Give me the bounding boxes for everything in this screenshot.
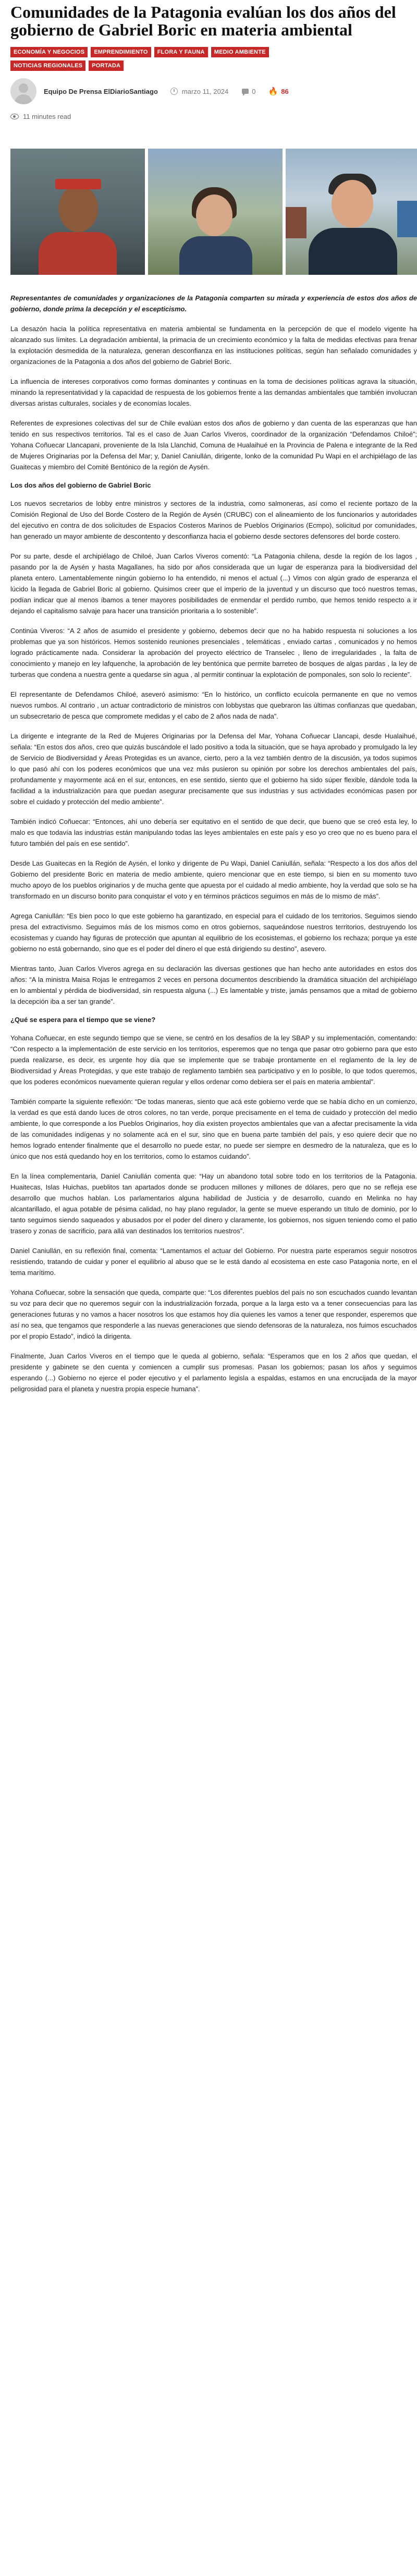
eye-icon bbox=[10, 114, 19, 119]
paragraph: El representante de Defendamos Chiloé, aseveró asimismo: “En lo histórico, un conflicto ecuícola permanente en que no vemos nuevos rumbos. Al contrario , un actuar contradictorio de ministros con lobbystas que quebraron las últimas confianzas que quedaban, un subsecretario de pesca que compromete medidas y el cabo de 2 años nada de nada”. bbox=[10, 690, 417, 720]
fire-icon: 🔥 bbox=[268, 87, 278, 96]
article-title: Comunidades de la Patagonia evalúan los dos años del gobierno de Gabriel Boric en materia ambiental bbox=[10, 3, 396, 39]
clock-icon bbox=[170, 88, 178, 95]
paragraph: También comparte la siguiente reflexión: “De todas maneras, siento que acá este gobierno verde que se había dicho en un comienzo, la verdad es que está dando luces de otros colores, no tan verde, porque precisamente en el tema de cuidado y protección del medio ambiente, lo que corresponde a los Pueblos Originarios, hoy día existen proyectos ambientales que van a afectar precisamente la vida de las comunidades indígenas y no solamente acá en el sur, sino que en buena parte también del país, y eso quiere decir que no hemos logrado entender finalmente que el desarrollo no puede estar, no puede ser siempre en desmedro de la naturaleza, que es lo único que nos está quedando hoy en los territorios, como lo estamos cuidando”. bbox=[10, 1098, 417, 1160]
paragraph: También indicó Coñuecar: “Entonces, ahí uno debería ser equitativo en el sentido de que decir, que bueno que se creó esta ley, lo malo es que todavía las industrias están manipulando todas las leyes ambientales en este país y eso yo creo que no es bueno para el futuro también del país en ese sentido”. bbox=[10, 818, 417, 847]
paragraph: Mientras tanto, Juan Carlos Viveros agrega en su declaración las diversas gestiones que han hecho ante autoridades en estos dos años: “A la ministra Maisa Rojas le entregamos 2 veces en persona documentos describiendo la dramática situación del archipiélago en lo ambiental y pérdida de biodiversidad, sin respuesta alguna (...) Es lamentable y triste, jamás pensamos que a mitad de gobierno la decepción iba a ser tan grande”. bbox=[10, 965, 417, 1005]
photo-juan-carlos-viveros bbox=[10, 149, 145, 275]
paragraph: La dirigente e integrante de la Red de Mujeres Originarias por la Defensa del Mar, Yohana Coñuecar Llancapi, desde Hualaihué, señala: “En estos dos años, creo que quizás buscándole el lado positivo a toda la situación, que se haya aprobado y promulgado la ley de Servicio de Biodiversidad y Áreas Protegidas es un avance, cierto, pero a la vez también dentro de la discusión, ya todos supimos lo que pasó ahí con los poderes económicos que una vez más pusieron su opinión por sobre los derechos ambientales del país, profundamente y mayormente acá en el sur, entonces, en ese sentido, siento que el gobierno ha sido súper flexible, dándole toda la facilidad a la industrialización para que puedan asegurar precisamente que sus industrias y sus actividades económicas pasen por sobre el cuidado y protección del medio ambiente”. bbox=[10, 732, 417, 806]
paragraph: Por su parte, desde el archipiélago de Chiloé, Juan Carlos Viveros comentó: “La Patagonia chilena, desde la región de los lagos , pasando por la de Aysén y hasta Magallanes, ha sido por años considerada que un lugar de esperanza para la biodiversidad del planeta entero. Lamentablemente ningún gobierno lo ha entendido, ni menos el actual (...) Vimos con algún grado de esperanza el lúcido la llegada de Gabriel Boric al gobierno. Quisimos creer que el imperio de la juventud y un discurso que tocó nuestros temas, podían indicar que al menos íbamos a tener mayores posibilidades de enmendar el perdido rumbo, que hemos tenido respecto a ir dejando el capitalismo salvaje para hacer una transición prioritaria a lo sostenible”. bbox=[10, 552, 417, 615]
tag-economia[interactable]: ECONOMÍA Y NEGOCIOS bbox=[10, 47, 88, 57]
paragraph: Continúa Viveros: “A 2 años de asumido el presidente y gobierno, debemos decir que no ha habido respuesta ni soluciones a los problemas que ya son históricos. Hemos sostenido reuniones presenciales , telemáticas , enviado cartas , comunicados y no hemos logrado prácticamente nada. Considerar la aprobación del proyecto eléctrico de Transelec , lleno de irregularidades , la falta de conocimiento y manejo en ley lafquenche, la aprobación de ley bentónica que permite barreteo de bosques de algas pardas , la ley de turberas que condena a nuestra gente a quedarse sin agua , al permitir continuar la explotación de pomponales, son solo lo reciente”. bbox=[10, 627, 417, 678]
paragraph: Referentes de expresiones colectivas del sur de Chile evalúan estos dos años de gobierno y dan cuenta de las esperanzas que han tenido en sus respectivos territorios. Tal es el caso de Juan Carlos Viveros, coordinador de la organización “Defendamos Chiloé”; Yohana Coñuecar Llancapani, proveniente de la Isla Llanchid, Comuna de Hualaihué en la Provincia de Palena e integrante de la Red de Mujeres Originarias por la Defensa del Mar; y, Daniel Caniullán, dirigente, lonko de la comunidad Pu Wapi en el archipiélago de las Guaitecas y miembro del Comité Bentónico de la región de Aysén. bbox=[10, 419, 417, 471]
publish-date: marzo 11, 2024 bbox=[181, 87, 229, 95]
paragraph: Daniel Caniullán, en su reflexión final, comenta: “Lamentamos el actuar del Gobierno. Por nuestra parte esperamos seguir nosotros resistiendo, tratando de cuidar y poner el equilibrio al abuso que se le está dando al ecosistema en este caso Patagonia norte, en el tema marítimo. bbox=[10, 1247, 417, 1277]
paragraph: La influencia de intereses corporativos como formas dominantes y continuas en la toma de decisiones políticas agrava la situación, minando la representatividad y la capacidad de respuesta de los gobiernos frente a las demandas ambientales que también involucran diversas aristas culturales, sociales y de economías locales. bbox=[10, 378, 417, 407]
paragraph: La desazón hacia la política representativa en materia ambiental se fundamenta en la percepción de que el modelo vigente ha alcanzado sus límites. La degradación ambiental, la primacía de un crecimiento económico y la falta de medidas efectivas para frenar la explotación desmedida de la naturaleza, generan desconfianza en las instituciones políticas, según han señalado comunidades y organizaciones de la Patagonia a dos años del gobierno de Gabriel Boric. bbox=[10, 325, 417, 366]
article-body bbox=[10, 293, 417, 1394]
tag-noticias-regionales[interactable]: NOTICIAS REGIONALES bbox=[10, 60, 85, 71]
read-time-label: 11 minutes read bbox=[23, 113, 71, 120]
comment-count[interactable]: 0 bbox=[252, 87, 256, 95]
paragraph: Agrega Caniullán: “Es bien poco lo que este gobierno ha garantizado, en especial para el cuidado de los territorios. Seguimos siendo presa del extractivismo. Seguimos más de los mismos como en otros gobiernos, saqueándose nuestros territorios, destruyendo los ecosistemas y cuando hay figuras de protección que apuntan al equilibrio de los ecosistemas, el gobierno los rechaza; porque ya este gobierno no está gobernando, sino que es el poder del dinero el que está dirigiendo su destino”, asevero. bbox=[10, 912, 417, 953]
author-name[interactable]: Equipo De Prensa ElDiarioSantiago bbox=[44, 87, 158, 95]
tag-medio-ambiente[interactable]: MEDIO AMBIENTE bbox=[211, 47, 269, 57]
tag-emprendimiento[interactable]: EMPRENDIMIENTO bbox=[91, 47, 151, 57]
heat-count: 86 bbox=[281, 87, 289, 95]
paragraph: Yohana Coñuecar, en este segundo tiempo que se viene, se centró en los desafíos de la ley SBAP y su implementación, comentando: “Con respecto a la implementación de este servicio en los territorios, esperemos que no tenga que pasar otro gobierno para que esto pueda realizarse, es decir, es urgente hoy día que se implemente que se trabaje prontamente en el reglamento de la ley de Biodiversidad y Áreas Protegidas, y que este trabajo de reglamento también sea participativo y en lo posible, lo que todos queremos, que los poderes económicos nuevamente quieran regular y ellos ordenar como debiera ser el país en materia ambiental”. bbox=[10, 1034, 417, 1086]
lead-paragraph: Representantes de comunidades y organizaciones de la Patagonia comparten su mirada y experiencia de estos dos años de gobierno, donde prima la decepción y el escepticismo. bbox=[10, 294, 417, 313]
tag-flora-fauna[interactable]: FLORA Y FAUNA bbox=[154, 47, 208, 57]
photo-yohana-conuecar bbox=[148, 149, 283, 275]
article-container bbox=[0, 3, 417, 1394]
section-heading: Los dos años del gobierno de Gabriel Boric bbox=[10, 481, 151, 489]
comment-icon[interactable] bbox=[242, 89, 249, 94]
paragraph: En la línea complementaria, Daniel Caniullán comenta que: “Hay un abandono total sobre todo en los territorios de la Patagonia. Huaitecas, Islas Huichas, pueblitos tan apartados donde se producen millones y millones de dólares, pero que no se refleja ese desarrollo que muchos hablan. Los parlamentarios alguna habilidad de Justicia y de desarrollo, cuando en Melinka no hay alcantarillado, el agua potable de pésima calidad, no hay plano regulador, la gente se mueve esperando un título de dominio, por lo tanto seguimos siendo saqueados y abusados por el poder del dinero y claramente, los gobiernos, nos siguen teniendo como el patio trasero y zonas de sacrificio, para allá van destinados los territorios nuestros”. bbox=[10, 1172, 417, 1235]
user-avatar-icon[interactable] bbox=[10, 78, 36, 104]
paragraph: Desde Las Guaitecas en la Región de Aysén, el lonko y dirigente de Pu Wapi, Daniel Caniullán, señala: “Respecto a los dos años del Gobierno del presidente Boric en materia de medio ambiente, quiero mencionar que en este tiempo, si bien en su momento tuvo mucho apoyo de los pueblos originarios y de mucha gente que apuesta por el cuidado al medio ambiente, hoy la verdad que solo se ha transformado en un discurso bonito para conquistar el voto y en términos prácticos seguimos en más de lo mismo de más”. bbox=[10, 859, 417, 900]
section-heading: ¿Qué se espera para el tiempo que se viene? bbox=[10, 1016, 156, 1024]
paragraph: Finalmente, Juan Carlos Viveros en el tiempo que le queda al gobierno, señala: “Esperamos que en los 2 años que quedan, el presidente y gabinete se den cuenta y comiencen a cumplir sus promesas. Pasan los gobiernos; pasan los años y seguimos esperando (...) Gobierno no ejerce el poder ejecutivo y el parlamento legisla a espaldas, estamos en una encrucijada de la mayor peligrosidad para el planeta y nuestra propia especie humana”. bbox=[10, 1352, 417, 1393]
category-tags bbox=[10, 47, 281, 71]
read-time bbox=[10, 113, 412, 120]
paragraph: Yohana Coñuecar, sobre la sensación que queda, comparte que: “Los diferentes pueblos del país no son escuchados cuando levantan su voz para decir que no queremos seguir con la industrialización forzada, porque a la larga esto va a tener consecuencias para las generaciones futuras y no vamos a hacer nosotros los que estamos hoy día quienes les vamos a tener que responder, esperemos que así no sea, que tengamos que responderle a las nuevas generaciones que siendo defensoras de la naturaleza, nos fuimos escuchados por el propio Estado”, indicó la dirigenta. bbox=[10, 1289, 417, 1340]
paragraph: Los nuevos secretarios de lobby entre ministros y sectores de la industria, como salmoneras, así como el reciente portazo de la Comisión Regional de Uso del Borde Costero de la Región de Aysén (CRUBC) con el alineamiento de los funcionarios y autoridades del ejecutivo en contra de dos solicitudes de Espacios Costeros Marinos de Pueblos Originarios (Ecmpo), solicitud por comunidades, han generado un mayor ambiente de descontento y desconfianza hacia el gobierno desde sectores defensores del borde costero. bbox=[10, 500, 417, 540]
tag-portada[interactable]: PORTADA bbox=[89, 60, 124, 71]
article-meta bbox=[10, 78, 412, 104]
photo-daniel-caniullan bbox=[286, 149, 417, 275]
featured-image-collage bbox=[10, 149, 417, 275]
